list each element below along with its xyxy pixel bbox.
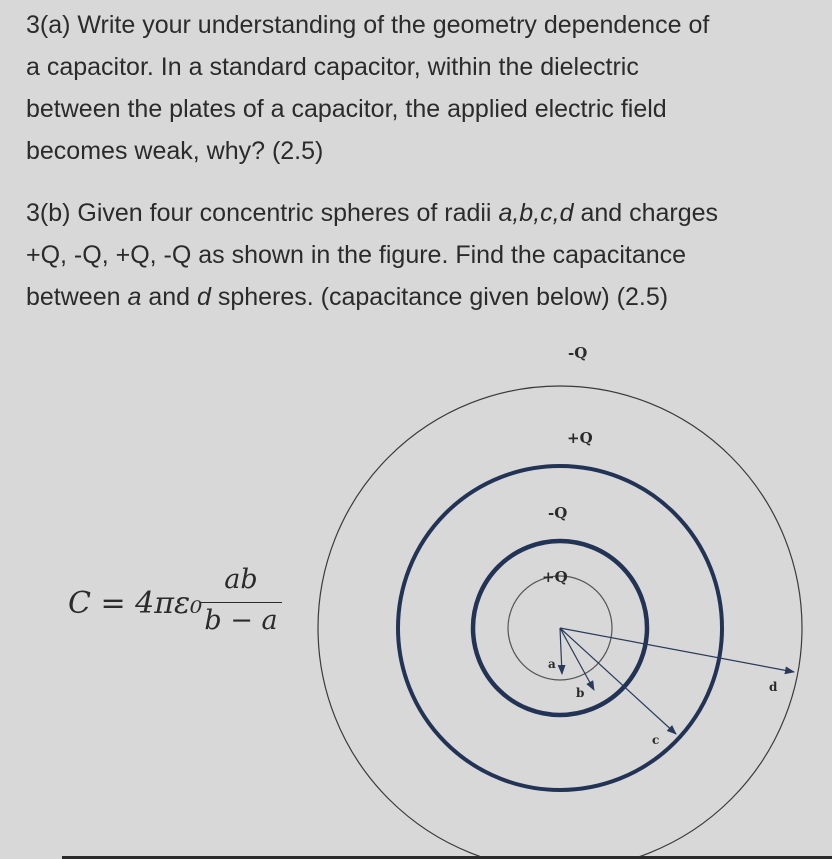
radius-label-d: d — [769, 680, 778, 694]
sphere-d-variable: d — [196, 283, 211, 311]
formula-denominator: b − a — [204, 605, 278, 636]
sphere-a-variable: a — [127, 283, 142, 311]
question-a-line-4: becomes weak, why? (2.5) — [26, 137, 324, 165]
question-b-line-3-prefix: between — [26, 283, 128, 311]
question-b-line-2: +Q, -Q, +Q, -Q as shown in the figure. Find the capacitance — [26, 241, 687, 269]
radii-variables: a,b,c,d — [498, 199, 574, 227]
radius-label-a: a — [548, 657, 556, 671]
radius-label-b: b — [576, 686, 585, 700]
charge-label-b: -Q — [548, 504, 568, 522]
radius-b-arrow — [560, 628, 594, 690]
radius-a-arrow — [560, 628, 562, 674]
question-b-line-3-suffix: spheres. (capacitance given below) (2.5) — [210, 283, 669, 311]
formula-numerator: ab — [224, 564, 258, 595]
question-a-line-3: between the plates of a capacitor, the applied electric field — [26, 95, 667, 123]
charge-label-outer: -Q — [568, 344, 588, 362]
formula-lhs: C = 4πε₀ — [68, 586, 203, 621]
radius-label-c: c — [652, 733, 660, 747]
question-b-line-1-suffix: and charges — [573, 199, 719, 227]
charge-label-c: +Q — [567, 429, 593, 447]
question-b-line-1-prefix: 3(b) Given four concentric spheres of radii — [26, 199, 499, 227]
question-b-line-3-mid: and — [141, 283, 197, 311]
question-a-line-2: a capacitor. In a standard capacitor, within the dielectric — [26, 53, 639, 81]
radius-d-arrow — [560, 628, 794, 672]
charge-label-a: +Q — [542, 568, 568, 586]
radius-c-arrow — [560, 628, 676, 734]
question-a-line-1: 3(a) Write your understanding of the geometry dependence of — [26, 11, 710, 39]
